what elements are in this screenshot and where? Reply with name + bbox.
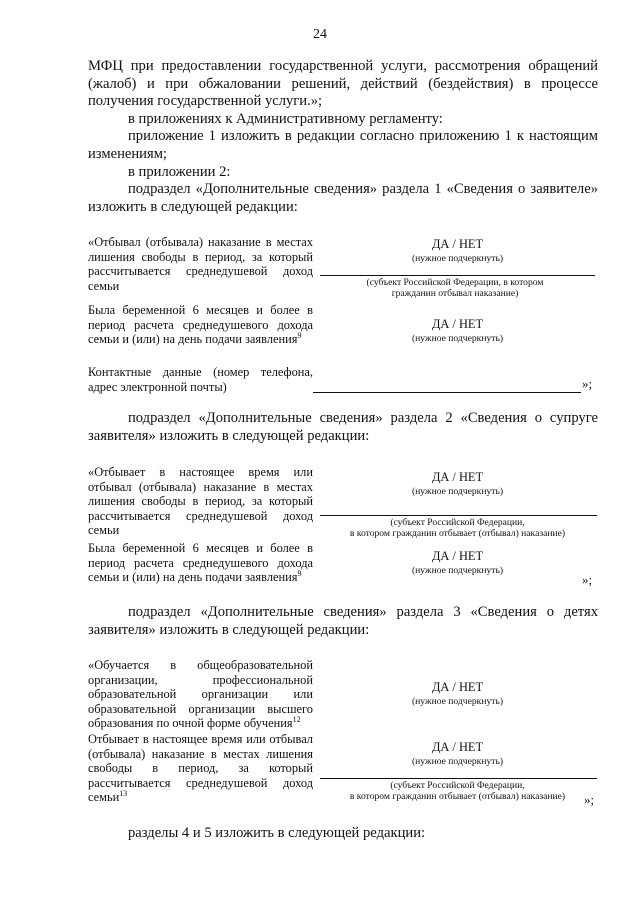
page-number: 24: [313, 27, 327, 42]
s3-underline-hint-1: (нужное подчеркнуть): [411, 696, 504, 707]
s3-subject-hint-1: (субъект Российской Федерации,: [390, 780, 525, 791]
s1-footnote-ref: 9: [297, 331, 302, 341]
section3-intro-text: подраздел «Дополнительные сведения» раздела 3 «Сведения о детях заявителя» изложить в следующей редакции:: [88, 604, 598, 638]
s1-label-imprisonment: «Отбывал (отбывала) наказание в местах лишения свободы в период, за который рассчитывается среднедушевой доход семьи: [88, 235, 313, 293]
section4-intro-text: разделы 4 и 5 изложить в следующей редакции:: [128, 825, 426, 841]
s2-label-pregnancy: Была беременной 6 месяцев и более в период расчета среднедушевого дохода семьи и (или) на день подачи заявления$^9$: [88, 541, 313, 585]
s3-end-mark: »;: [584, 792, 595, 807]
s2-footnote-ref: 9: [297, 569, 302, 579]
s1-yes-no-2: ДА / НЕТ: [431, 317, 484, 331]
s3-subject-hint-2: в котором гражданин отбывает (отбывал) наказание): [349, 791, 566, 802]
s3-footnote-ref-1: 12: [292, 715, 301, 725]
s3-subject-line: [320, 778, 597, 779]
section3-intro: [88, 604, 598, 639]
s1-contacts-line: [313, 392, 581, 393]
s1-label-pregnancy: Была беременной 6 месяцев и более в период расчета среднедушевого дохода семьи и (или) на день подачи заявления$^9$: [88, 303, 313, 347]
s2-end-mark: »;: [582, 572, 593, 587]
s3-label-imprisonment: Отбывает в настоящее время или отбывал (отбывала) наказание в местах лишения свободы в период, за который рассчитывается среднедушевой доход семьи$^{13}$: [88, 732, 313, 805]
s3-underline-hint-2: (нужное подчеркнуть): [411, 756, 504, 767]
s2-subject-hint-1: (субъект Российской Федерации,: [390, 517, 525, 528]
s2-underline-hint-2: (нужное подчеркнуть): [411, 565, 504, 576]
s1-end-mark: »;: [582, 376, 593, 391]
s2-yes-no-2: ДА / НЕТ: [431, 549, 484, 563]
s2-yes-no-1: ДА / НЕТ: [431, 470, 484, 484]
s3-label-education: «Обучается в общеобразовательной организации, профессиональной образовательной организации или образовательной организации высшего образования по очной форме обучения$^{12}$: [88, 658, 313, 731]
intro-paragraph-2: в приложениях к Административному регламенту:: [128, 110, 443, 127]
s3-yes-no-2: ДА / НЕТ: [431, 740, 484, 754]
s3-yes-no-1: ДА / НЕТ: [431, 680, 484, 694]
intro-paragraph-3: приложение 1 изложить в редакции согласно приложению 1 к настоящим изменениям;: [88, 128, 598, 162]
s2-label-imprisonment: «Отбывает в настоящее время или отбывал (отбывала) наказание в местах лишения свободы в период, за который рассчитывается среднедушевой доход семьи: [88, 465, 313, 538]
intro-paragraph-4: в приложении 2:: [128, 163, 231, 180]
intro-paragraph-1: МФЦ при предоставлении государственной услуги, рассмотрения обращений (жалоб) и при обжаловании решений, действий (бездействия) в процессе получения государственной услуги.»;: [88, 58, 598, 110]
s2-subject-line: [320, 515, 597, 516]
s1-subject-hint: (субъект Российской Федерации, в котором гражданин отбывал наказание): [366, 277, 544, 299]
s2-subject-hint-2: в котором гражданин отбывает (отбывал) наказание): [349, 528, 566, 539]
section2-intro-text: подраздел «Дополнительные сведения» раздела 2 «Сведения о супруге заявителя» изложить в следующей редакции:: [88, 410, 598, 444]
s1-subject-line: [320, 275, 595, 276]
s1-underline-hint-2: (нужное подчеркнуть): [411, 333, 504, 344]
intro-paragraph-5: подраздел «Дополнительные сведения» раздела 1 «Сведения о заявителе» изложить в следующей редакции:: [88, 181, 598, 215]
intro-block: [88, 58, 598, 216]
s1-yes-no-1: ДА / НЕТ: [431, 237, 484, 251]
section4-intro: [88, 825, 598, 843]
section2-intro: [88, 410, 598, 445]
s3-footnote-ref-2: 13: [119, 789, 128, 799]
s1-underline-hint-1: (нужное подчеркнуть): [411, 253, 504, 264]
s1-label-contacts: Контактные данные (номер телефона, адрес электронной почты): [88, 365, 313, 394]
s2-underline-hint-1: (нужное подчеркнуть): [411, 486, 504, 497]
